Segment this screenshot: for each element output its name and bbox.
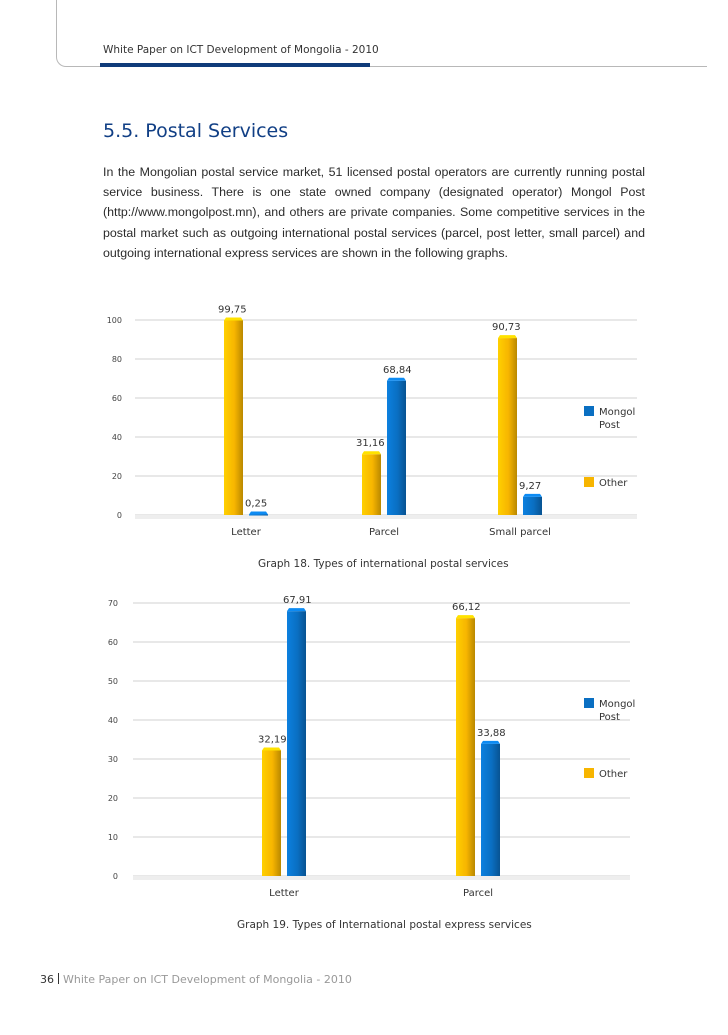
y-tick-label: 40: [111, 433, 122, 442]
section-body: In the Mongolian postal service market, 51 licensed postal operators are currently running postal service business. There is one state owned company (designated operator) Mongol Post (http://www.mongolpost.mn), and others are private companies. Some competitive services in the postal market such as outgoing international postal services (parcel, post letter, small parcel) and outgoing international express services are shown in the following graphs.: [103, 165, 645, 260]
section-title: 5.5. Postal Services: [103, 120, 289, 142]
graph-18-caption: Graph 18. Types of international postal services: [258, 558, 509, 570]
bar-value-label: 33,88: [477, 727, 506, 739]
y-tick-label: 20: [111, 472, 122, 481]
legend-label: Mongol Post: [599, 699, 636, 723]
bar-value-label: 68,84: [383, 364, 412, 376]
y-tick-label: 0: [112, 872, 118, 881]
y-tick-label: 40: [107, 716, 118, 725]
category-label: Letter: [231, 527, 261, 538]
graph-19-caption: Graph 19. Types of International postal express services: [237, 919, 532, 931]
legend-label: Mongol Post: [599, 407, 636, 431]
footer: [40, 973, 352, 986]
footer-title: White Paper on ICT Development of Mongolia - 2010: [63, 973, 352, 986]
legend-label: Other: [599, 769, 628, 780]
bar-mongol-post-parcel: [481, 744, 500, 876]
y-tick-label: 0: [116, 511, 122, 520]
footer-separator: [58, 973, 59, 984]
bar-other-letter: [262, 750, 281, 876]
legend-swatch-other: [584, 768, 594, 778]
bar-value-label: 31,16: [356, 438, 385, 450]
bar-top-cap: [287, 608, 306, 611]
bar-top-cap: [481, 741, 500, 744]
running-header: White Paper on ICT Development of Mongolia - 2010: [103, 44, 379, 56]
category-label: Small parcel: [489, 527, 551, 538]
category-label: Parcel: [368, 527, 400, 538]
bar-top-cap: [262, 747, 281, 750]
bar-other-parcel: [456, 618, 475, 876]
legend-label: Other: [599, 478, 628, 489]
page-number: 36: [40, 973, 54, 986]
category-label: Letter: [269, 888, 299, 899]
bar-value-label: 9,27: [519, 480, 542, 492]
y-tick-label: 80: [111, 355, 122, 364]
y-tick-label: 60: [111, 394, 122, 403]
bar-mongol-post-letter: [287, 611, 306, 876]
y-tick-label: 30: [107, 755, 118, 764]
bar-value-label: 32,19: [258, 734, 287, 746]
legend-swatch-mongol-post: [584, 698, 594, 708]
bar-value-label: 66,12: [452, 602, 481, 614]
bar-value-label: 99,75: [218, 304, 247, 316]
y-tick-label: 100: [106, 316, 122, 325]
chart-floor: [133, 876, 630, 880]
bar-top-cap: [456, 615, 475, 618]
bar-value-label: 67,91: [283, 595, 312, 607]
y-tick-label: 50: [107, 677, 118, 686]
y-tick-label: 20: [107, 794, 118, 803]
bar-value-label: 90,73: [492, 322, 521, 334]
category-label: Parcel: [462, 888, 494, 899]
y-tick-label: 70: [107, 599, 118, 608]
y-tick-label: 60: [107, 638, 118, 647]
y-tick-label: 10: [107, 833, 118, 842]
bar-value-label: 0,25: [245, 498, 268, 510]
